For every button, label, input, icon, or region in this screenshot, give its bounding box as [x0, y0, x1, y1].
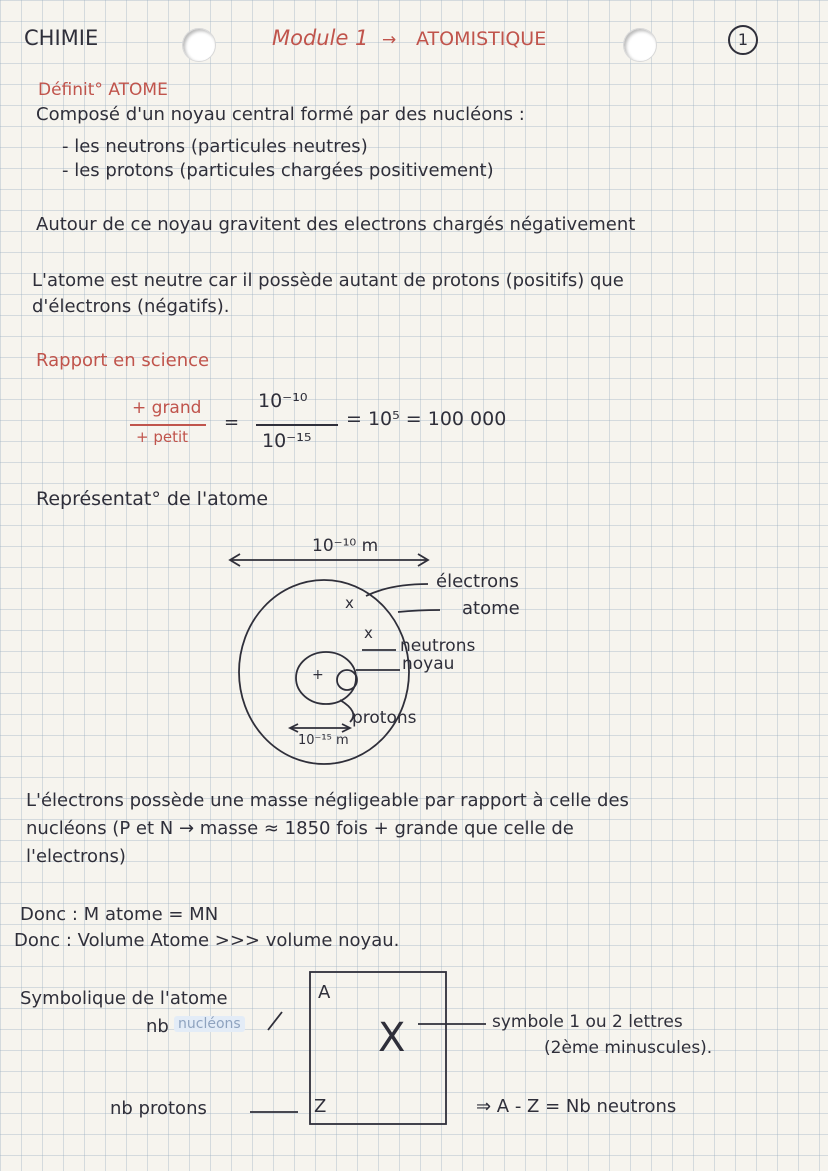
mass-line-3: l'electrons)	[26, 846, 126, 867]
nb-label: nb	[146, 1016, 169, 1037]
symbol-Z: Z	[314, 1096, 327, 1117]
diagram-title: Représentat° de l'atome	[36, 488, 269, 510]
subject-title: CHIMIE	[24, 26, 99, 50]
ratio-denominator-value: 10⁻¹⁵	[262, 430, 312, 452]
atom-scale-label: 10⁻¹⁰ m	[312, 536, 379, 556]
definition-item-neutrons: - les neutrons (particules neutres)	[62, 136, 368, 157]
symbol-title: Symbolique de l'atome	[20, 988, 228, 1009]
neutrons-formula: ⇒ A - Z = Nb neutrons	[476, 1096, 677, 1117]
nucleons-label: nucléons	[174, 1016, 245, 1032]
definition-title: Définit° ATOME	[38, 80, 168, 100]
electron-mark-2: x	[364, 624, 373, 642]
electrons-sentence: Autour de ce noyau gravitent des electrons chargés négativement	[36, 214, 636, 235]
neutral-sentence-1: L'atome est neutre car il possède autant de protons (positifs) que	[32, 270, 624, 291]
nucleons-pointer	[268, 1012, 282, 1030]
ratio-numerator-value: 10⁻¹⁰	[258, 390, 308, 412]
ratio-result: = 10⁵ = 100 000	[346, 408, 507, 430]
header-arrow: →	[382, 30, 397, 50]
symbol-A: A	[318, 982, 331, 1003]
conclusion-volume: Donc : Volume Atome >>> volume noyau.	[14, 930, 400, 951]
module-label: Module 1	[272, 26, 369, 50]
nb-protons-label: nb protons	[110, 1098, 207, 1119]
neutral-sentence-2: d'électrons (négatifs).	[32, 296, 230, 317]
ratio-denominator: + petit	[136, 428, 189, 446]
ratio-numerator: + grand	[132, 398, 202, 418]
symbol-description-2: (2ème minuscules).	[544, 1038, 713, 1058]
mass-line-1: L'électrons possède une masse négligeable par rapport à celle des	[26, 790, 629, 811]
label-electrons: électrons	[436, 571, 519, 592]
mass-line-2: nucléons (P et N → masse ≈ 1850 fois + grande que celle de	[26, 818, 574, 839]
label-atome: atome	[462, 598, 520, 619]
page-number-text: 1	[737, 30, 749, 49]
definition-line: Composé d'un noyau central formé par des nucléons :	[36, 104, 525, 125]
symbol-X: X	[378, 1015, 406, 1061]
label-protons: protons	[352, 708, 417, 728]
definition-item-protons: - les protons (particules chargées positivement)	[62, 160, 494, 181]
ratio-title: Rapport en science	[36, 350, 210, 371]
nucleus-scale-label: 10⁻¹⁵ m	[298, 733, 349, 748]
label-neutrons: neutrons	[400, 636, 476, 656]
topic-title: ATOMISTIQUE	[416, 28, 547, 50]
symbol-description-1: symbole 1 ou 2 lettres	[492, 1012, 683, 1032]
proton-mark: +	[312, 667, 324, 683]
ratio-equals: =	[224, 412, 240, 433]
conclusion-mass: Donc : M atome = MN	[20, 904, 219, 925]
electron-mark-1: x	[345, 594, 354, 612]
label-noyau: noyau	[402, 654, 455, 674]
